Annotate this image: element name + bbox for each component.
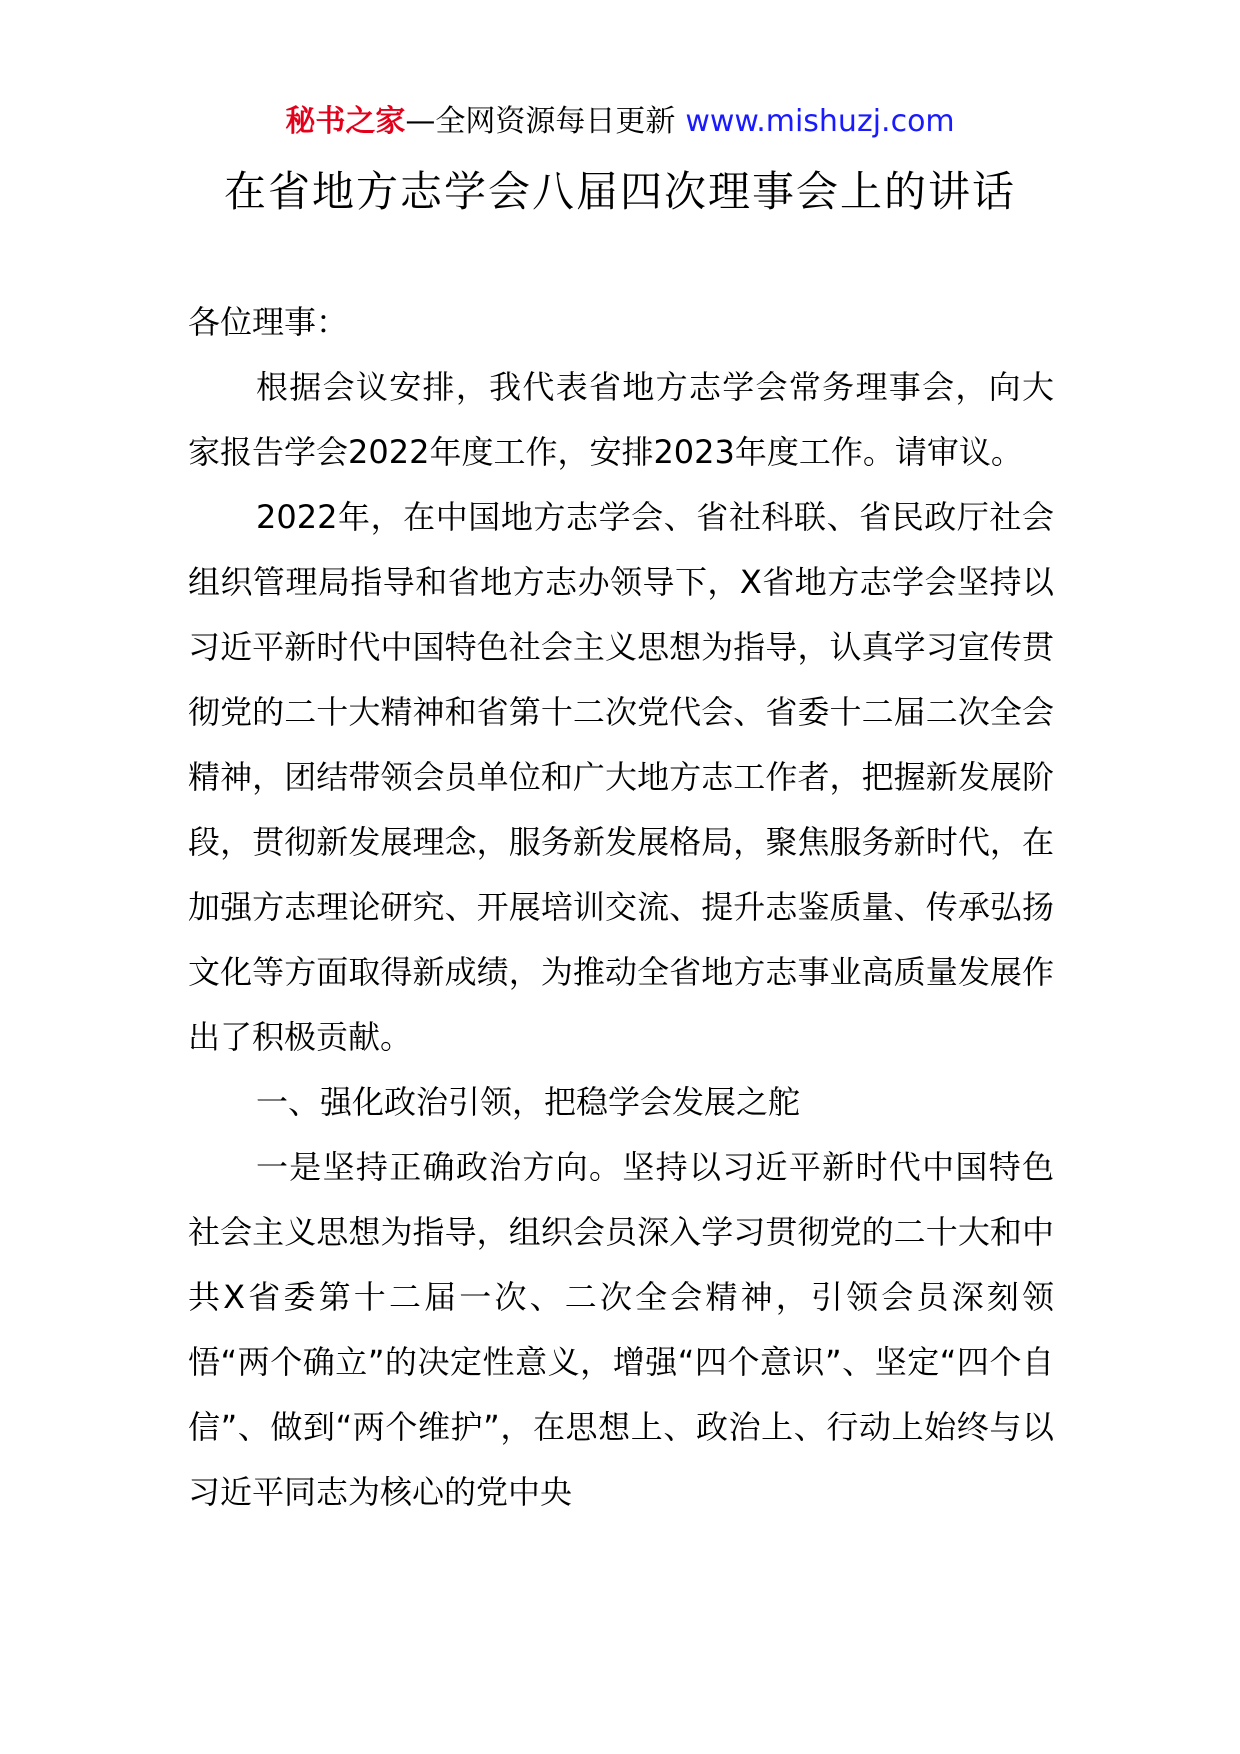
salutation: 各位理事： [188, 303, 349, 341]
paragraph-intro: 根据会议安排，我代表省地方志学会常务理事会，向大家报告学会2022年度工作，安排2023年度工作。请审议。 [188, 368, 1054, 471]
site-header [0, 100, 1240, 144]
document-title: 在省地方志学会八届四次理事会上的讲话 [223, 167, 1016, 216]
paragraph-political-direction: 一是坚持正确政治方向。坚持以习近平新时代中国特色社会主义思想为指导，组织会员深入学习贯彻党的二十大和中共X省委第十二届一次、二次全会精神，引领会员深刻领悟“两个确立”的决定性意义，增强“四个意识”、坚定“四个自信”、做到“两个维护”，在思想上、政治上、行动上始终与以习近平同志为核心的党中央 [188, 1148, 1054, 1511]
section-heading-1: 一、强化政治引领，把稳学会发展之舵 [256, 1083, 801, 1121]
site-tagline: —全网资源每日更新 [405, 104, 676, 139]
site-brand: 秘书之家 [285, 104, 406, 139]
document-body [188, 290, 1054, 1525]
paragraph-overview: 2022年，在中国地方志学会、省社科联、省民政厅社会组织管理局指导和省地方志办领导下，X省地方志学会坚持以习近平新时代中国特色社会主义思想为指导，认真学习宣传贯彻党的二十大精神和省第十二次党代会、省委十二届二次全会精神，团结带领会员单位和广大地方志工作者，把握新发展阶段，贯彻新发展理念，服务新发展格局，聚焦服务新时代，在加强方志理论研究、开展培训交流、提升志鉴质量、传承弘扬文化等方面取得新成绩，为推动全省地方志事业高质量发展作出了积极贡献。 [188, 498, 1054, 1056]
site-url-link[interactable]: www.mishuzj.com [685, 104, 955, 139]
